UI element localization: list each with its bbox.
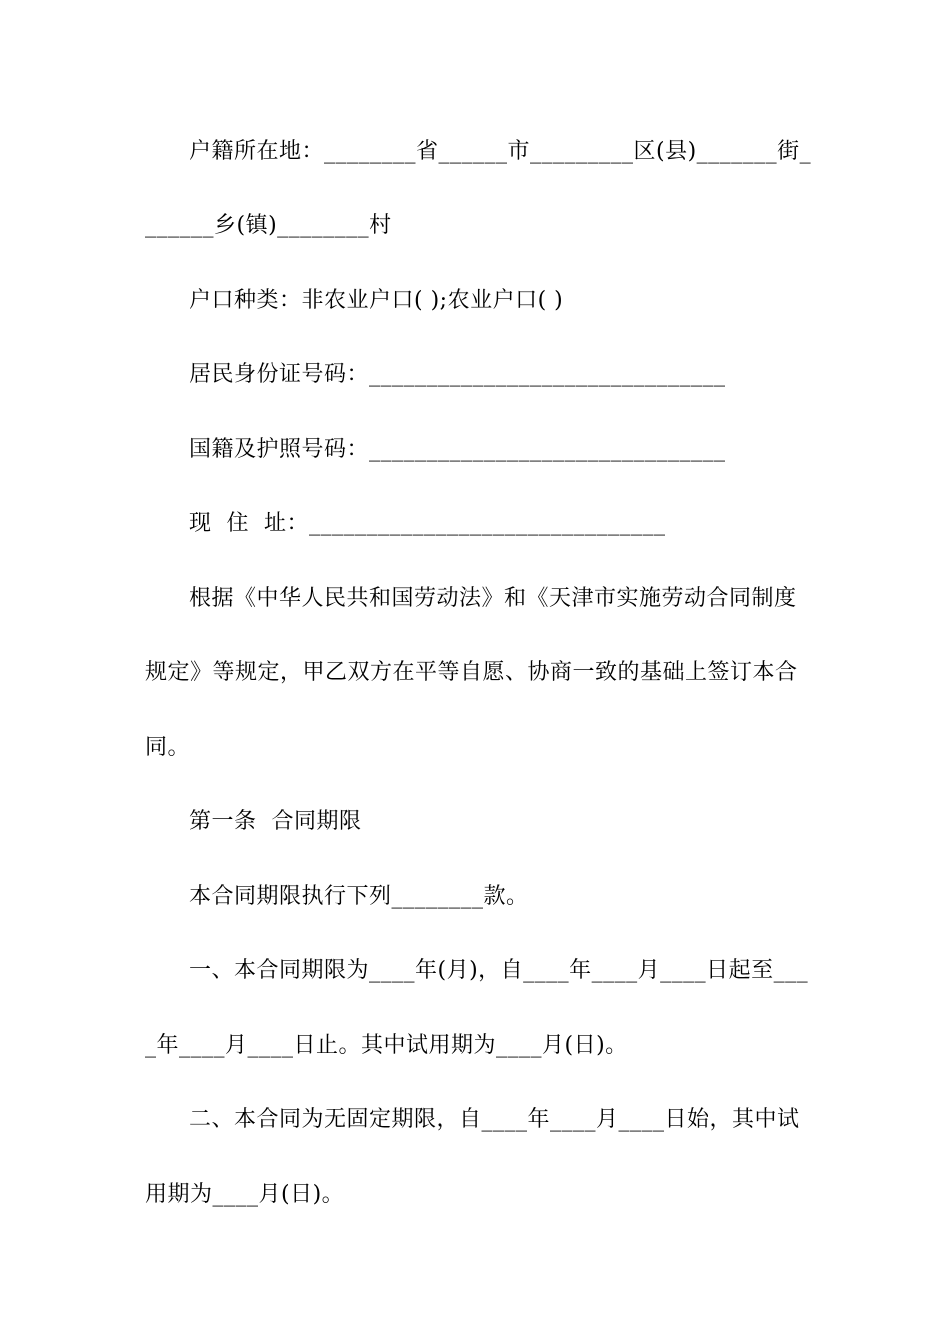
article-one-heading: 第一条 合同期限 bbox=[189, 809, 362, 834]
id-number-line: 居民身份证号码：_______________________________ bbox=[189, 362, 726, 387]
fixed-term-clause-line-1: 一、本合同期限为____年(月)，自____年____月____日起至___ bbox=[189, 958, 809, 983]
contract-term-selection-line: 本合同期限执行下列________款。 bbox=[189, 884, 529, 909]
legal-basis-paragraph-line-2: 规定》等规定，甲乙双方在平等自愿、协商一致的基础上签订本合 bbox=[145, 660, 798, 685]
legal-basis-paragraph-line-1: 根据《中华人民共和国劳动法》和《天津市实施劳动合同制度 bbox=[189, 586, 797, 611]
household-type-line: 户口种类：非农业户口( );农业户口( ) bbox=[189, 288, 564, 313]
fixed-term-clause-line-2: _年____月____日止。其中试用期为____月(日)。 bbox=[145, 1033, 628, 1058]
indefinite-term-clause-line-2: 用期为____月(日)。 bbox=[145, 1182, 345, 1207]
current-address-line: 现 住 址：_______________________________ bbox=[189, 511, 666, 536]
nationality-passport-line: 国籍及护照号码：_______________________________ bbox=[189, 437, 726, 462]
indefinite-term-clause-line-1: 二、本合同为无固定期限，自____年____月____日始，其中试 bbox=[189, 1107, 800, 1132]
legal-basis-paragraph-line-3: 同。 bbox=[145, 735, 191, 760]
household-registration-line-continued: ______乡(镇)________村 bbox=[145, 213, 392, 238]
household-registration-line: 户籍所在地：________省______市_________区(县)_______街_ bbox=[189, 139, 812, 164]
